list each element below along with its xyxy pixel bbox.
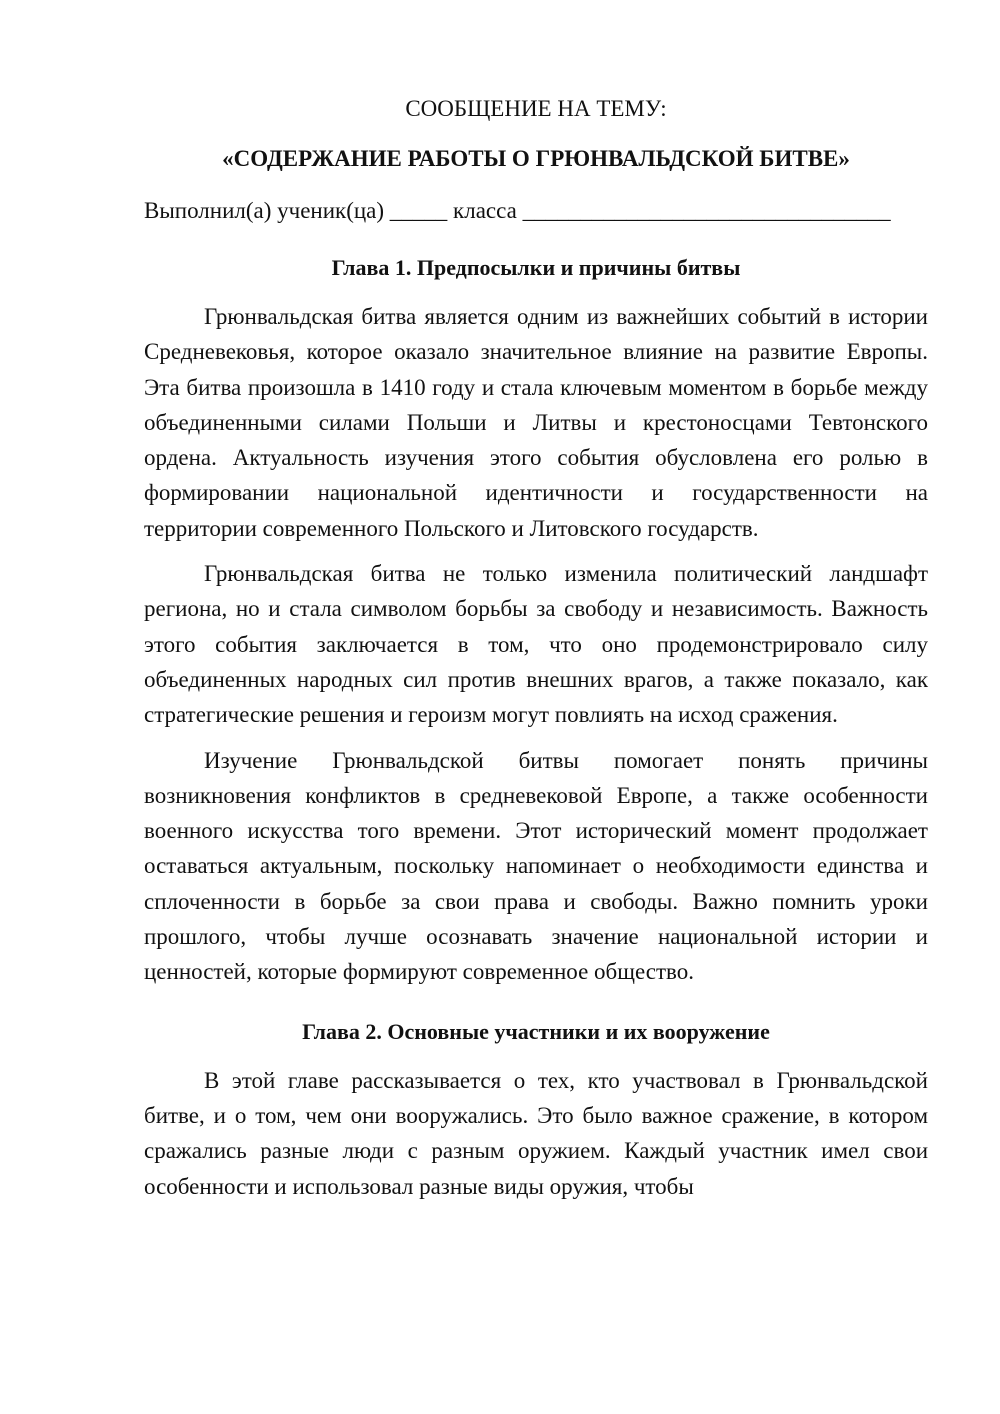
chapter1-heading: Глава 1. Предпосылки и причины битвы — [331, 255, 741, 280]
chapter1-paragraph-3: Изучение Грюнвальдской битвы помогает понять причины возникновения конфликтов в средневековой Европе, а также особенности военного искусства того времени. Этот исторический момент продолжает оставаться актуальным, поскольку напоминает о необходимости единства и сплоченности в борьбе за свои права и свободы. Важно помнить уроки прошлого, чтобы лучше осознавать значение национальной истории и ценностей, которые формируют современное общество. — [144, 747, 928, 985]
byline: Выполнил(а) ученик(ца) _____ класса ________________________________ — [144, 198, 891, 223]
document-title-line2: «СОДЕРЖАНИЕ РАБОТЫ О ГРЮНВАЛЬДСКОЙ БИТВЕ» — [222, 146, 850, 171]
chapter1-paragraph-1: Грюнвальдская битва является одним из важнейших событий в истории Средневековья, которое оказало значительное влияние на развитие Европы. Эта битва произошла в 1410 году и стала ключевым моментом в борьбе между объединенными силами Польши и Литвы и крестоносцами Тевтонского ордена. Актуальность изучения этого события обусловлена его ролью в формировании национальной идентичности и государственности на территории современного Польского и Литовского государств. — [144, 304, 928, 541]
chapter2-heading: Глава 2. Основные участники и их вооружение — [302, 1018, 770, 1044]
chapter1-paragraph-2: Грюнвальдская битва не только изменила политический ландшафт региона, но и стала символом борьбы за свободу и независимость. Важность этого события заключается в том, что оно продемонстрировало силу объединенных народных сил против внешних врагов, а также показало, как стратегические решения и героизм могут повлиять на исход сражения. — [144, 561, 928, 728]
chapter2-paragraph-1: В этой главе рассказывается о тех, кто участвовал в Грюнвальдской битве, и о том, чем они вооружались. Это было важное сражение, в котором сражались разные люди с разным оружием. Каждый участник имел свои особенности и использовал разные виды оружия, чтобы — [144, 1067, 928, 1199]
document-page — [144, 92, 928, 1204]
document-title-line1: СООБЩЕНИЕ НА ТЕМУ: — [405, 96, 667, 121]
